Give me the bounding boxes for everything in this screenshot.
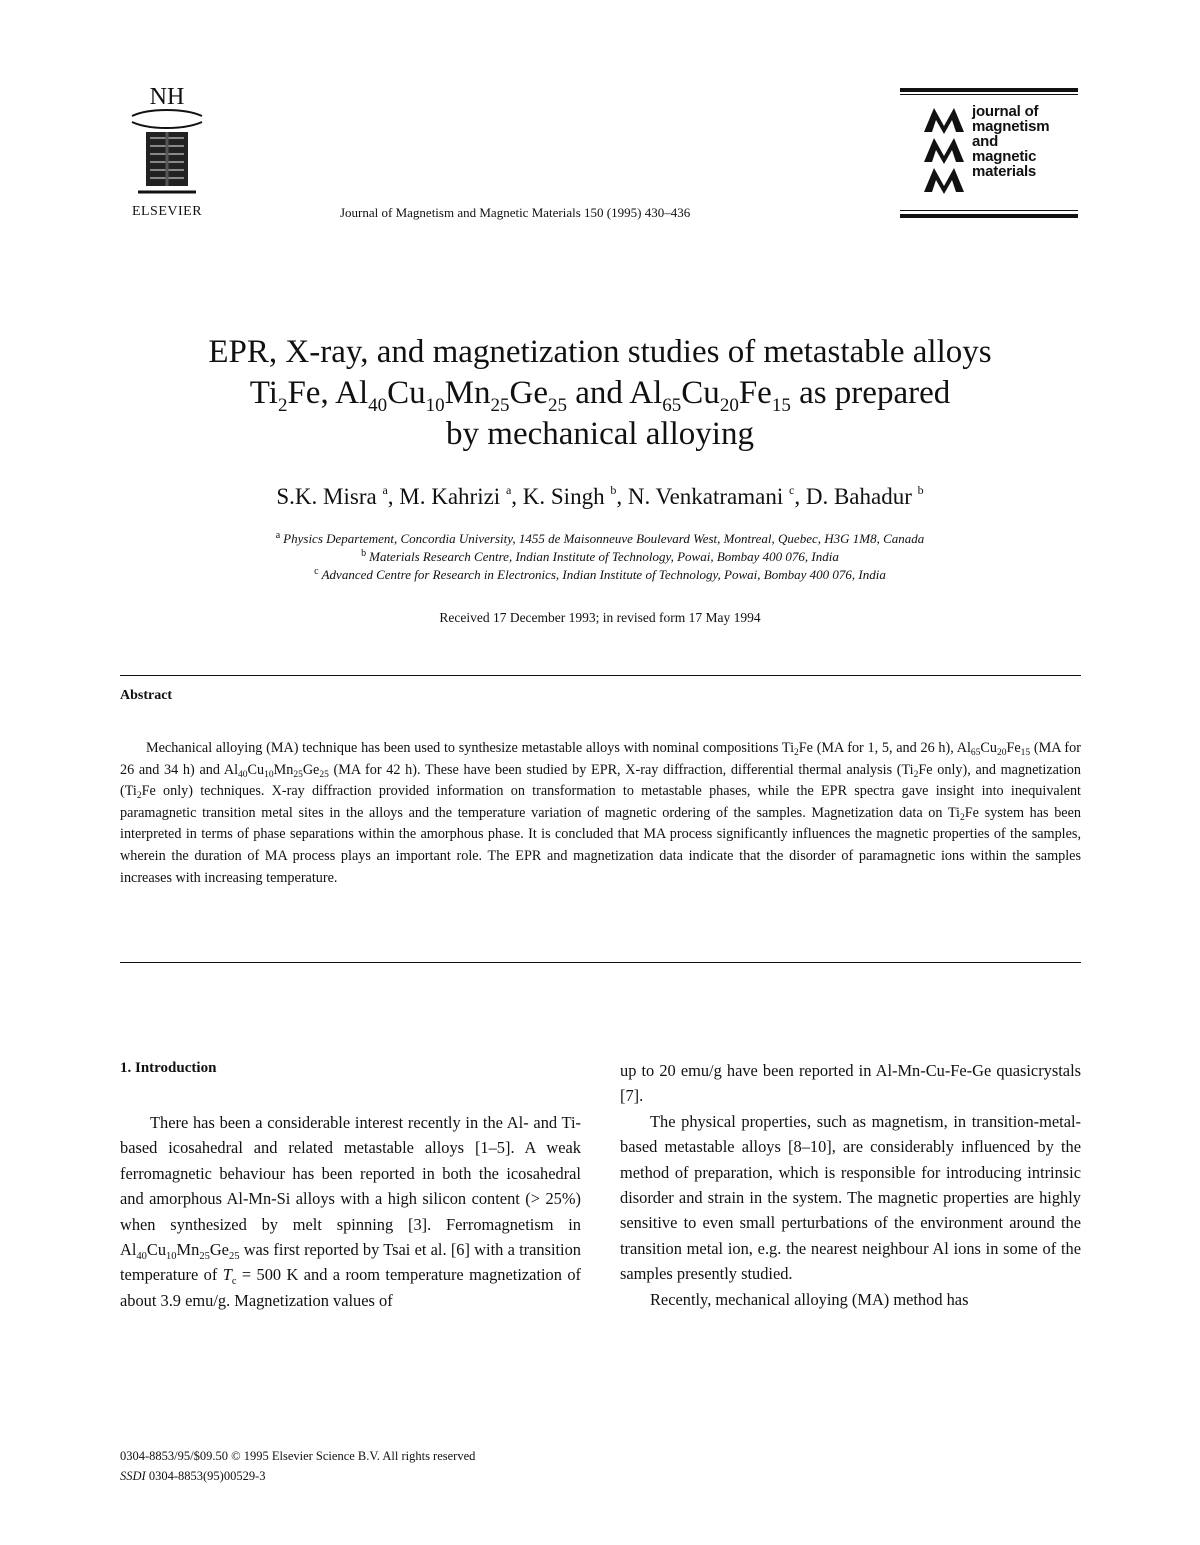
text-column-right: [620, 1058, 1081, 1312]
affiliation: $^b$ Materials Research Centre, Indian Institute of Technology, Powai, Bombay 400 076, India: [361, 548, 839, 564]
journal-logo-line: materials: [972, 163, 1037, 180]
author-name: N. Venkatramani: [627, 484, 784, 509]
author-name: M. Kahrizi: [399, 484, 501, 509]
abstract-heading: Abstract: [120, 688, 173, 703]
affiliation: $^c$ Advanced Centre for Research in Electronics, Indian Institute of Technology, Powai, Bombay 400 076, India: [314, 566, 886, 582]
divider: [120, 675, 1081, 676]
journal-logo-line: and: [972, 133, 999, 150]
title-line: by mechanical alloying: [446, 416, 754, 452]
author-name: D. Bahadur: [805, 484, 912, 509]
author-affiliation-mark: c: [789, 483, 795, 497]
author-affiliation-mark: b: [610, 483, 617, 497]
journal-logo: [900, 88, 1078, 223]
article-title: [100, 332, 1100, 455]
journal-logo-line: magnetism: [972, 118, 1050, 135]
title-line: EPR, X-ray, and magnetization studies of metastable alloys: [208, 334, 992, 370]
publisher-name: ELSEVIER: [131, 204, 203, 219]
logo-lettering: NH: [149, 84, 185, 110]
journal-m-marks-icon: [922, 106, 970, 196]
ssdi-line: SSDI 0304-8853(95)00529-3: [120, 1469, 266, 1483]
author-affiliation-mark: a: [382, 483, 388, 497]
title-line-formula: $Ti_2Fe$, $Al_{40}Cu_{10}Mn_{25}Ge_{25}$ and $Al_{65}Cu_{20}Fe_{15}$ as prepared: [249, 375, 951, 416]
copyright-line: 0304-8853/95/$09.50 © 1995 Elsevier Science B.V. All rights reserved: [120, 1449, 476, 1463]
paragraph: The physical properties, such as magnetism, in transition-metal-based metastable alloys [8–10], are considerably influenced by the method of preparation, which is responsible for introducing intrinsic disorder and strain in the system. The magnetic properties are highly sensitive to even small perturbations of the environment around the transition metal ion, e.g. the nearest neighbour Al ions in some of the samples presently studied.: [620, 1111, 1081, 1284]
text-column-left: [120, 1110, 581, 1313]
author-affiliation-mark: b: [917, 483, 924, 497]
paragraph: up to 20 emu/g have been reported in Al-Mn-Cu-Fe-Ge quasicrystals [7].: [620, 1061, 1081, 1106]
author-name: K. Singh: [522, 484, 605, 509]
journal-logo-line: magnetic: [972, 148, 1037, 165]
affiliation: $^a$ Physics Departement, Concordia University, 1455 de Maisonneuve Boulevard West, Montreal, Quebec, H3G 1M8, Canada: [275, 530, 925, 546]
section-heading: 1. Introduction: [120, 1060, 217, 1076]
author-list: S.K. Misra $^a$, M. Kahrizi $^a$, K. Singh $^b$, N. Venkatramani $^c$, D. Bahadur $^b$: [276, 483, 924, 509]
paragraph: There has been a considerable interest recently in the Al- and Ti-based icosahedral and related metastable alloys [1–5]. A weak ferromagnetic behaviour has been reported in both the icosahedral and amorphous Al-Mn-Si alloys with a high silicon content (> 25%) when synthesized by melt spinning [3]. Ferromagnetism in $Al_{40}Cu_{10}Mn_{25}Ge_{25}$ was first reported by Tsai et al. [6] with a transition temperature of $T_c = 500$ K and a room temperature magnetization of about 3.9 emu/g. Magnetization values of: [120, 1113, 581, 1310]
publisher-logo: [112, 82, 222, 220]
received-dates: Received 17 December 1993; in revised form 17 May 1994: [439, 610, 761, 625]
divider: [120, 962, 1081, 963]
affiliations: [100, 530, 1100, 584]
abstract-body: Mechanical alloying (MA) technique has been used to synthesize metastable alloys with nominal compositions $Ti_2Fe$ (MA for 1, 5, and 26 h), $Al_{65}Cu_{20}Fe_{15}$ (MA for 26 and 34 h) and $Al_{40}Cu_{10}Mn_{25}Ge_{25}$ (MA for 42 h). These have been studied by EPR, X-ray diffraction, differential thermal analysis ($Ti_2Fe$ only), and magnetization ($Ti_2Fe$ only) techniques. X-ray diffraction provided information on transformation to metastable phases, while the EPR spectra gave insight into inequivalent paramagnetic transition metal sites in the alloys and the temperature variation of magnetic ordering of the samples. Magnetization data on $Ti_2Fe$ system has been interpreted in terms of phase separations within the amorphous phase. It is concluded that MA process significantly influences the magnetic properties of the samples, wherein the duration of MA process plays an important role. The EPR and magnetization data indicate that the disorder of paramagnetic ions within the samples increases with increasing temperature.: [120, 740, 1081, 886]
journal-logo-text: [972, 104, 1049, 179]
author-name: S.K. Misra: [276, 484, 377, 509]
footer: [120, 1446, 475, 1486]
journal-reference: Journal of Magnetism and Magnetic Materials 150 (1995) 430–436: [340, 205, 691, 220]
elsevier-tree-emblem-icon: [124, 82, 210, 200]
journal-logo-line: journal of: [972, 103, 1039, 120]
author-affiliation-mark: a: [505, 483, 512, 497]
paragraph: Recently, mechanical alloying (MA) method has: [650, 1289, 969, 1309]
